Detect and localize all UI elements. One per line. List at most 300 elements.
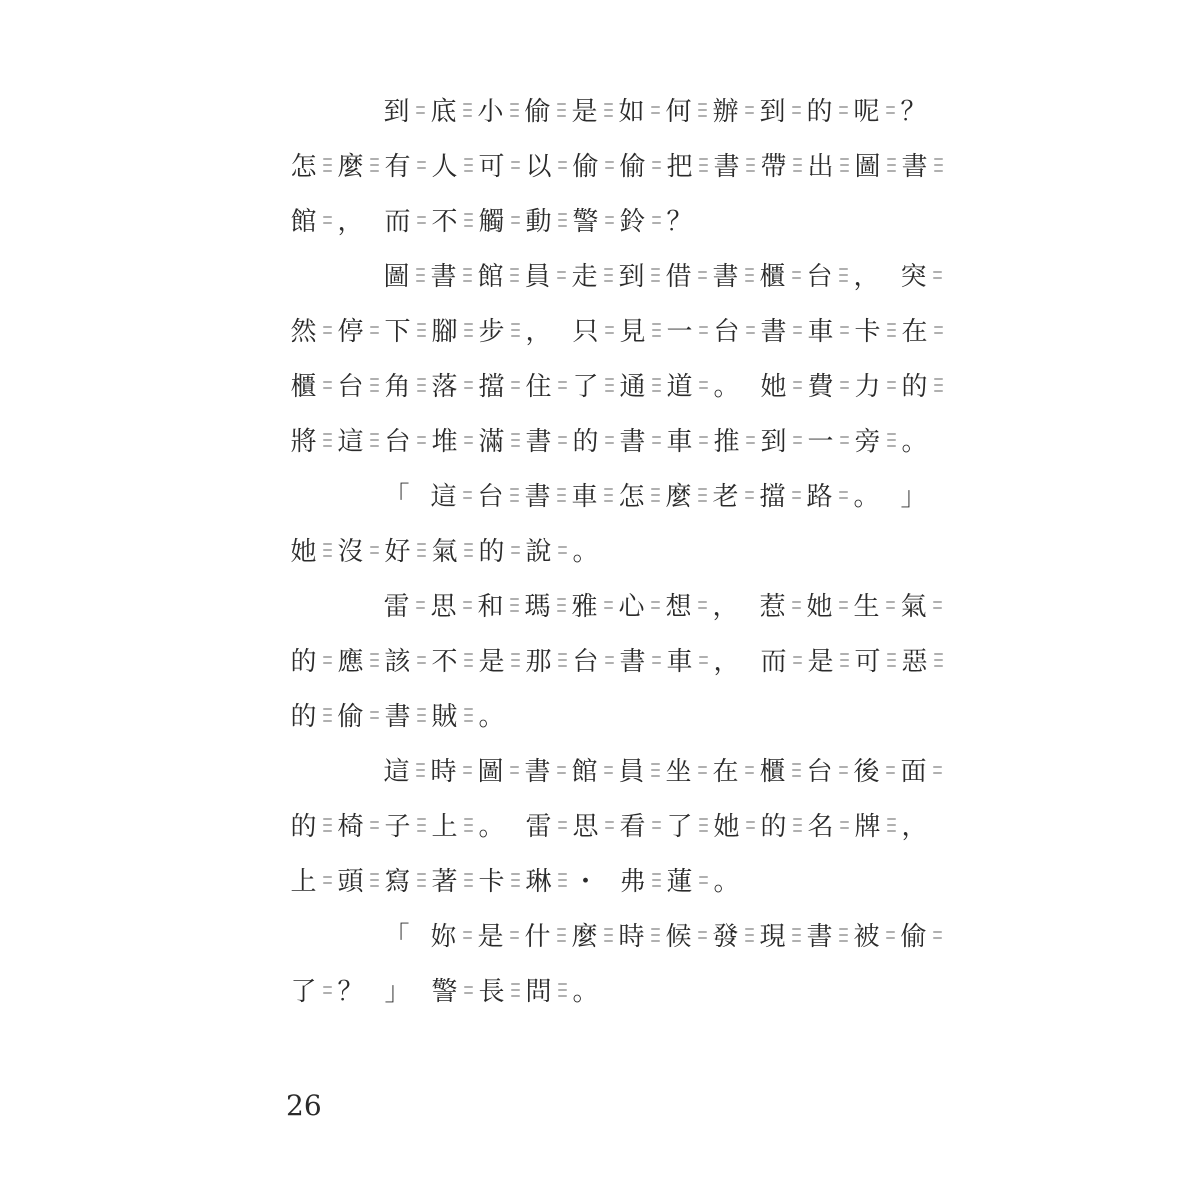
phonetic-annotation	[601, 808, 617, 842]
phonetic-annotation	[695, 313, 711, 347]
character: ？	[337, 977, 364, 1007]
phonetic-annotation	[554, 863, 570, 897]
phonetic-annotation	[459, 93, 475, 127]
phonetic-annotation	[600, 918, 616, 952]
spacer	[930, 423, 946, 457]
phonetic-annotation	[459, 753, 475, 787]
phonetic-annotation	[929, 258, 945, 292]
character: 書	[525, 427, 552, 457]
character: 蓮	[666, 867, 693, 897]
phonetic-annotation	[930, 368, 946, 402]
character: 時	[618, 922, 645, 952]
character: 見	[619, 317, 646, 347]
character: 沒	[337, 537, 364, 567]
character: 如	[618, 97, 645, 127]
character: 看	[619, 812, 646, 842]
phonetic-annotation	[930, 148, 946, 182]
character: 將	[290, 427, 317, 457]
character: 何	[665, 97, 692, 127]
text-line	[288, 467, 958, 522]
phonetic-annotation	[319, 423, 335, 457]
character: 突	[900, 262, 927, 292]
character: 圖	[383, 262, 410, 292]
character: 是	[571, 97, 598, 127]
character: 一	[807, 427, 834, 457]
character: 車	[666, 647, 693, 677]
phonetic-annotation	[835, 93, 851, 127]
character: 旁	[854, 427, 881, 457]
spacer	[742, 368, 758, 402]
character: 出	[807, 152, 834, 182]
character: 瑪	[524, 592, 551, 622]
character: 這	[383, 757, 410, 787]
character: 了	[666, 812, 693, 842]
phonetic-annotation	[648, 148, 664, 182]
character: 館	[477, 262, 504, 292]
character: 。	[572, 977, 599, 1007]
phonetic-annotation	[600, 478, 616, 512]
character: 麼	[337, 152, 364, 182]
character: ，	[525, 317, 552, 347]
character: 怎	[290, 152, 317, 182]
phonetic-annotation	[929, 753, 945, 787]
character: 思	[430, 592, 457, 622]
phonetic-annotation	[836, 313, 852, 347]
character: 動	[525, 207, 552, 237]
phonetic-annotation	[554, 423, 570, 457]
character: 書	[619, 647, 646, 677]
character: ・	[572, 867, 599, 897]
phonetic-annotation	[507, 533, 523, 567]
character: 角	[384, 372, 411, 402]
spacer	[412, 478, 428, 512]
phonetic-annotation	[789, 148, 805, 182]
character: 走	[571, 262, 598, 292]
phonetic-annotation	[835, 588, 851, 622]
character: 台	[806, 262, 833, 292]
phonetic-annotation	[319, 148, 335, 182]
phonetic-annotation	[647, 918, 663, 952]
character: 」	[900, 482, 927, 512]
phonetic-annotation	[648, 313, 664, 347]
spacer	[413, 973, 429, 1007]
spacer	[412, 918, 428, 952]
phonetic-annotation	[647, 478, 663, 512]
character: 「	[383, 922, 410, 952]
text-line	[288, 82, 958, 137]
character: 書	[806, 922, 833, 952]
text-line	[288, 247, 958, 302]
character: 頭	[337, 867, 364, 897]
spacer	[366, 973, 382, 1007]
character: 員	[618, 757, 645, 787]
character: 道	[666, 372, 693, 402]
phonetic-annotation	[506, 588, 522, 622]
character: 發	[712, 922, 739, 952]
phonetic-annotation	[741, 753, 757, 787]
character: 候	[665, 922, 692, 952]
character: ，	[901, 812, 928, 842]
text-line	[288, 522, 958, 577]
character: 和	[477, 592, 504, 622]
character: 書	[524, 482, 551, 512]
phonetic-annotation	[319, 698, 335, 732]
character: 問	[525, 977, 552, 1007]
phonetic-annotation	[647, 588, 663, 622]
phonetic-annotation	[742, 148, 758, 182]
phonetic-annotation	[883, 423, 899, 457]
phonetic-annotation	[553, 918, 569, 952]
phonetic-annotation	[413, 148, 429, 182]
character: 腳	[431, 317, 458, 347]
character: 上	[431, 812, 458, 842]
character: 書	[384, 702, 411, 732]
phonetic-annotation	[883, 808, 899, 842]
phonetic-annotation	[600, 753, 616, 787]
phonetic-annotation	[460, 808, 476, 842]
phonetic-annotation	[930, 643, 946, 677]
character: 面	[900, 757, 927, 787]
phonetic-annotation	[742, 313, 758, 347]
character: 怎	[618, 482, 645, 512]
character: 住	[525, 372, 552, 402]
phonetic-annotation	[413, 368, 429, 402]
character: 現	[759, 922, 786, 952]
character: 牌	[854, 812, 881, 842]
spacer	[695, 203, 711, 237]
character: 是	[478, 647, 505, 677]
phonetic-annotation	[507, 643, 523, 677]
character: 後	[853, 757, 880, 787]
character: 不	[431, 207, 458, 237]
character: 員	[524, 262, 551, 292]
spacer	[601, 863, 617, 897]
text-line	[288, 137, 958, 192]
phonetic-annotation	[412, 753, 428, 787]
phonetic-annotation	[836, 148, 852, 182]
character: 什	[524, 922, 551, 952]
phonetic-annotation	[507, 203, 523, 237]
character: 琳	[525, 867, 552, 897]
phonetic-annotation	[507, 148, 523, 182]
phonetic-annotation	[788, 753, 804, 787]
character: 鈴	[619, 207, 646, 237]
phonetic-annotation	[789, 423, 805, 457]
character: 氣	[900, 592, 927, 622]
page-number: 26	[286, 1089, 322, 1122]
phonetic-annotation	[366, 863, 382, 897]
character: 雷	[383, 592, 410, 622]
spacer	[554, 313, 570, 347]
character: 是	[477, 922, 504, 952]
character: 人	[431, 152, 458, 182]
character: 停	[337, 317, 364, 347]
character: 車	[666, 427, 693, 457]
character: 滿	[478, 427, 505, 457]
phonetic-annotation	[929, 588, 945, 622]
phonetic-annotation	[319, 313, 335, 347]
phonetic-annotation	[553, 93, 569, 127]
character: 麼	[665, 482, 692, 512]
phonetic-annotation	[742, 423, 758, 457]
phonetic-annotation	[460, 423, 476, 457]
character: 在	[901, 317, 928, 347]
character: 不	[431, 647, 458, 677]
phonetic-annotation	[600, 93, 616, 127]
character: 惹	[759, 592, 786, 622]
character: 小	[477, 97, 504, 127]
text-line	[288, 632, 958, 687]
phonetic-annotation	[319, 203, 335, 237]
phonetic-annotation	[601, 203, 617, 237]
character: ？	[666, 207, 693, 237]
phonetic-annotation	[366, 368, 382, 402]
character: 了	[572, 372, 599, 402]
character: 櫃	[759, 757, 786, 787]
phonetic-annotation	[507, 368, 523, 402]
character: 到	[618, 262, 645, 292]
character: 弗	[619, 867, 646, 897]
text-line	[288, 962, 958, 1017]
phonetic-annotation	[460, 643, 476, 677]
character: 到	[760, 427, 787, 457]
spacer	[882, 258, 898, 292]
phonetic-annotation	[413, 863, 429, 897]
character: 生	[853, 592, 880, 622]
phonetic-annotation	[788, 588, 804, 622]
character: 帶	[760, 152, 787, 182]
phonetic-annotation	[506, 93, 522, 127]
phonetic-annotation	[835, 478, 851, 512]
phonetic-annotation	[460, 313, 476, 347]
phonetic-annotation	[601, 643, 617, 677]
phonetic-annotation	[695, 148, 711, 182]
spacer	[601, 533, 617, 567]
character: 長	[478, 977, 505, 1007]
phonetic-annotation	[882, 93, 898, 127]
character: 步	[478, 317, 505, 347]
spacer	[930, 808, 946, 842]
phonetic-annotation	[600, 588, 616, 622]
character: 借	[665, 262, 692, 292]
spacer	[507, 808, 523, 842]
phonetic-annotation	[695, 863, 711, 897]
phonetic-annotation	[695, 643, 711, 677]
character: 台	[384, 427, 411, 457]
text-line	[288, 192, 958, 247]
character: 卡	[478, 867, 505, 897]
character: 台	[337, 372, 364, 402]
character: 而	[760, 647, 787, 677]
character: 路	[806, 482, 833, 512]
character: 名	[807, 812, 834, 842]
spacer	[601, 973, 617, 1007]
phonetic-annotation	[882, 588, 898, 622]
phonetic-annotation	[366, 533, 382, 567]
character: 那	[525, 647, 552, 677]
character: 圖	[477, 757, 504, 787]
phonetic-annotation	[741, 478, 757, 512]
phonetic-annotation	[553, 588, 569, 622]
phonetic-annotation	[648, 643, 664, 677]
character: 。	[713, 867, 740, 897]
phonetic-annotation	[694, 588, 710, 622]
phonetic-annotation	[648, 203, 664, 237]
character: 堆	[431, 427, 458, 457]
character: 以	[525, 152, 552, 182]
phonetic-annotation	[507, 423, 523, 457]
character: 心	[618, 592, 645, 622]
phonetic-annotation	[882, 918, 898, 952]
character: 有	[384, 152, 411, 182]
phonetic-annotation	[413, 698, 429, 732]
character: 這	[337, 427, 364, 457]
character: 的	[290, 647, 317, 677]
text-line	[288, 742, 958, 797]
phonetic-annotation	[507, 863, 523, 897]
character: 的	[806, 97, 833, 127]
text-line	[288, 357, 958, 412]
character: 呢	[853, 97, 880, 127]
phonetic-annotation	[788, 93, 804, 127]
character: 櫃	[290, 372, 317, 402]
text-line	[288, 797, 958, 852]
character: 「	[383, 482, 410, 512]
phonetic-annotation	[553, 258, 569, 292]
spacer	[929, 93, 945, 127]
character: 雷	[525, 812, 552, 842]
phonetic-annotation	[413, 423, 429, 457]
phonetic-annotation	[694, 93, 710, 127]
phonetic-annotation	[553, 753, 569, 787]
character: 台	[477, 482, 504, 512]
phonetic-annotation	[601, 313, 617, 347]
character: 在	[712, 757, 739, 787]
character: 只	[572, 317, 599, 347]
character: 到	[383, 97, 410, 127]
character: 妳	[430, 922, 457, 952]
text-line	[288, 907, 958, 962]
character: 落	[431, 372, 458, 402]
character: 擋	[478, 372, 505, 402]
character: 。	[713, 372, 740, 402]
character: 一	[666, 317, 693, 347]
phonetic-annotation	[366, 148, 382, 182]
phonetic-annotation	[789, 643, 805, 677]
character: 觸	[478, 207, 505, 237]
character: 可	[854, 647, 881, 677]
phonetic-annotation	[319, 973, 335, 1007]
phonetic-annotation	[413, 533, 429, 567]
character: 。	[478, 702, 505, 732]
character: 車	[807, 317, 834, 347]
phonetic-annotation	[836, 808, 852, 842]
phonetic-annotation	[788, 918, 804, 952]
character: 的	[901, 372, 928, 402]
phonetic-annotation	[694, 753, 710, 787]
phonetic-annotation	[554, 973, 570, 1007]
character: 她	[713, 812, 740, 842]
character: 惡	[901, 647, 928, 677]
text-line	[288, 302, 958, 357]
character: 她	[290, 537, 317, 567]
character: 。	[853, 482, 880, 512]
text-line	[288, 412, 958, 467]
character: 館	[290, 207, 317, 237]
phonetic-annotation	[459, 588, 475, 622]
character: 書	[619, 427, 646, 457]
phonetic-annotation	[554, 368, 570, 402]
character: 老	[712, 482, 739, 512]
phonetic-annotation	[366, 808, 382, 842]
text-line	[288, 577, 958, 632]
phonetic-annotation	[507, 313, 523, 347]
spacer	[507, 698, 523, 732]
character: 的	[290, 702, 317, 732]
text-line	[288, 687, 958, 742]
spacer	[741, 588, 757, 622]
character: 著	[431, 867, 458, 897]
character: ？	[900, 97, 927, 127]
phonetic-annotation	[789, 313, 805, 347]
character: 下	[384, 317, 411, 347]
phonetic-annotation	[741, 93, 757, 127]
phonetic-annotation	[600, 258, 616, 292]
character: 氣	[431, 537, 458, 567]
character: 想	[665, 592, 692, 622]
phonetic-annotation	[836, 423, 852, 457]
phonetic-annotation	[460, 533, 476, 567]
phonetic-annotation	[601, 148, 617, 182]
character: 然	[290, 317, 317, 347]
character: 思	[572, 812, 599, 842]
phonetic-annotation	[413, 313, 429, 347]
character: 通	[619, 372, 646, 402]
phonetic-annotation	[648, 423, 664, 457]
character: 擋	[759, 482, 786, 512]
phonetic-annotation	[601, 368, 617, 402]
phonetic-annotation	[929, 918, 945, 952]
phonetic-annotation	[460, 863, 476, 897]
phonetic-annotation	[930, 313, 946, 347]
character: 櫃	[759, 262, 786, 292]
phonetic-annotation	[412, 588, 428, 622]
character: 費	[807, 372, 834, 402]
phonetic-annotation	[460, 203, 476, 237]
character: 把	[666, 152, 693, 182]
phonetic-annotation	[554, 643, 570, 677]
character: ，	[853, 262, 880, 292]
phonetic-annotation	[413, 808, 429, 842]
character: 偷	[900, 922, 927, 952]
character: 警	[431, 977, 458, 1007]
character: 書	[430, 262, 457, 292]
character: 她	[806, 592, 833, 622]
phonetic-annotation	[506, 258, 522, 292]
phonetic-annotation	[506, 753, 522, 787]
phonetic-annotation	[459, 918, 475, 952]
phonetic-annotation	[319, 863, 335, 897]
character: 了	[290, 977, 317, 1007]
character: 偷	[572, 152, 599, 182]
phonetic-annotation	[695, 808, 711, 842]
character: 圖	[854, 152, 881, 182]
phonetic-annotation	[883, 148, 899, 182]
phonetic-annotation	[554, 533, 570, 567]
character: 寫	[384, 867, 411, 897]
phonetic-annotation	[366, 643, 382, 677]
phonetic-annotation	[507, 973, 523, 1007]
